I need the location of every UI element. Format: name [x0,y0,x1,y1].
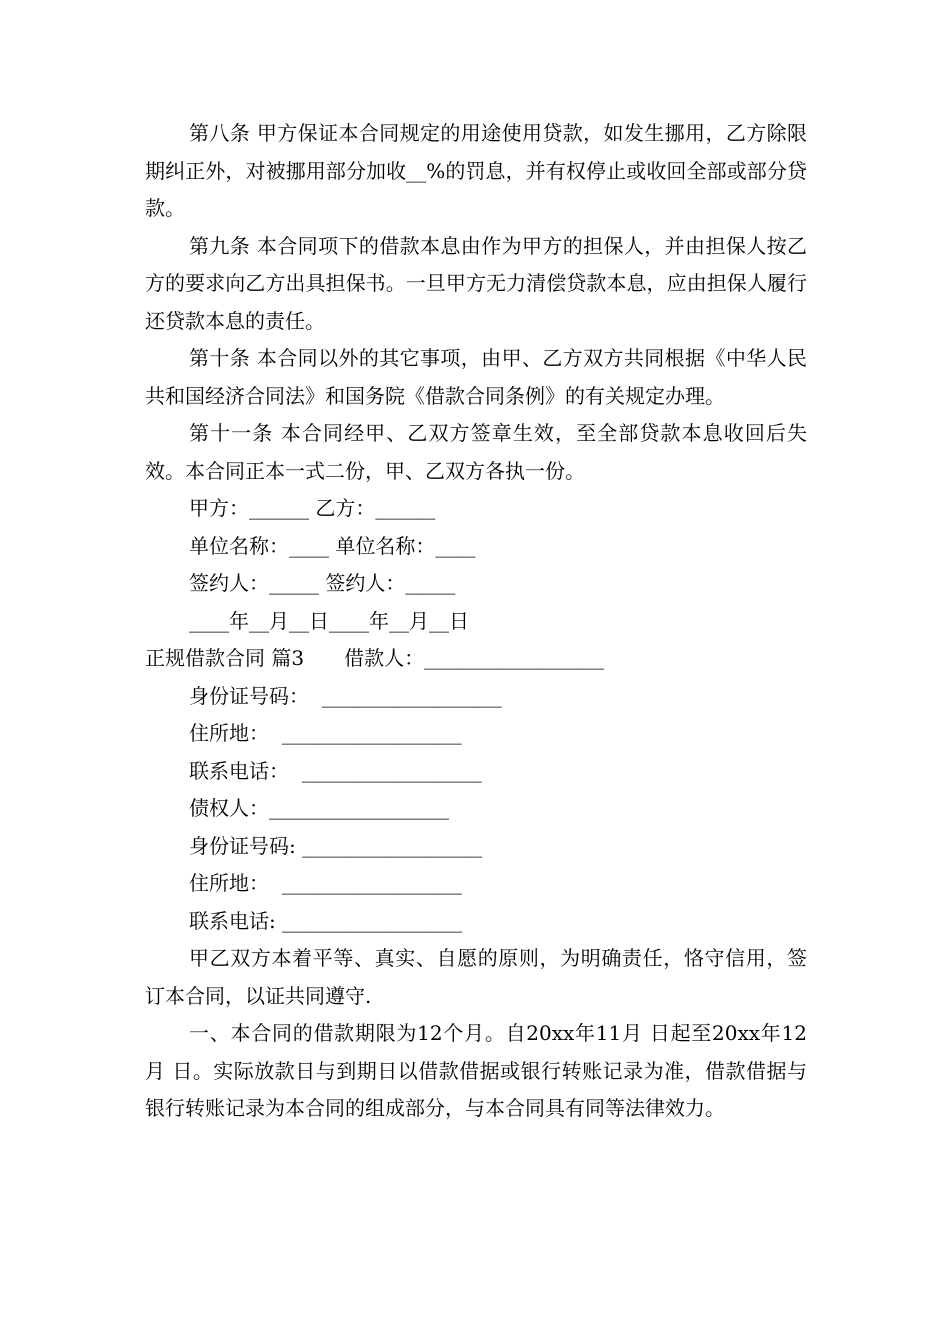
loan-term-paragraph: 一、本合同的借款期限为12个月。自20xx年11月 日起至20xx年12月 日。实际放款日与到期日以借款借据或银行转账记录为准，借款借据与银行转账记录为本合同的组成部分，与本合同具有同等法律效力。 [145,1021,807,1120]
article-8-paragraph: 第八条 甲方保证本合同规定的用途使用贷款，如发生挪用，乙方除限期纠正外，对被挪用部分加收__%的罚息，并有权停止或收回全部或部分贷款。 [145,121,807,220]
section-heading: 正规借款合同 篇3 借款人：__________________ [145,646,605,670]
creditor-field: 债权人：__________________ [189,796,449,820]
creditor-phone-field: 联系电话: __________________ [189,908,463,933]
borrower-address-field: 住所地： __________________ [189,721,462,745]
signature-signer-line: 签约人：_____ 签约人：_____ [189,571,456,595]
agreement-intro-paragraph: 甲乙双方本着平等、真实、自愿的原则，为明确责任，恪守信用，签订本合同，以证共同遵守. [145,946,807,1008]
borrower-id-field: 身份证号码： __________________ [189,683,502,708]
article-11-paragraph: 第十一条 本合同经甲、乙双方签章生效，至全部贷款本息收回后失效。本合同正本一式二份，甲、乙双方各执一份。 [145,421,807,483]
article-10-paragraph: 第十条 本合同以外的其它事项，由甲、乙方双方共同根据《中华人民共和国经济合同法》和国务院《借款合同条例》的有关规定办理。 [145,346,807,408]
article-9-paragraph: 第九条 本合同项下的借款本息由作为甲方的担保人，并由担保人按乙方的要求向乙方出具担保书。一旦甲方无力清偿贷款本息，应由担保人履行还贷款本息的责任。 [145,233,807,333]
signature-date-line: ____年__月__日____年__月__日 [189,608,469,633]
signature-unit-line: 单位名称：____ 单位名称：____ [189,533,476,558]
signature-party-line: 甲方：______ 乙方：______ [189,496,436,520]
document-body [145,115,807,1128]
creditor-address-field: 住所地： __________________ [189,871,462,895]
creditor-id-field: 身份证号码: __________________ [189,833,483,858]
borrower-phone-field: 联系电话： __________________ [189,758,482,783]
